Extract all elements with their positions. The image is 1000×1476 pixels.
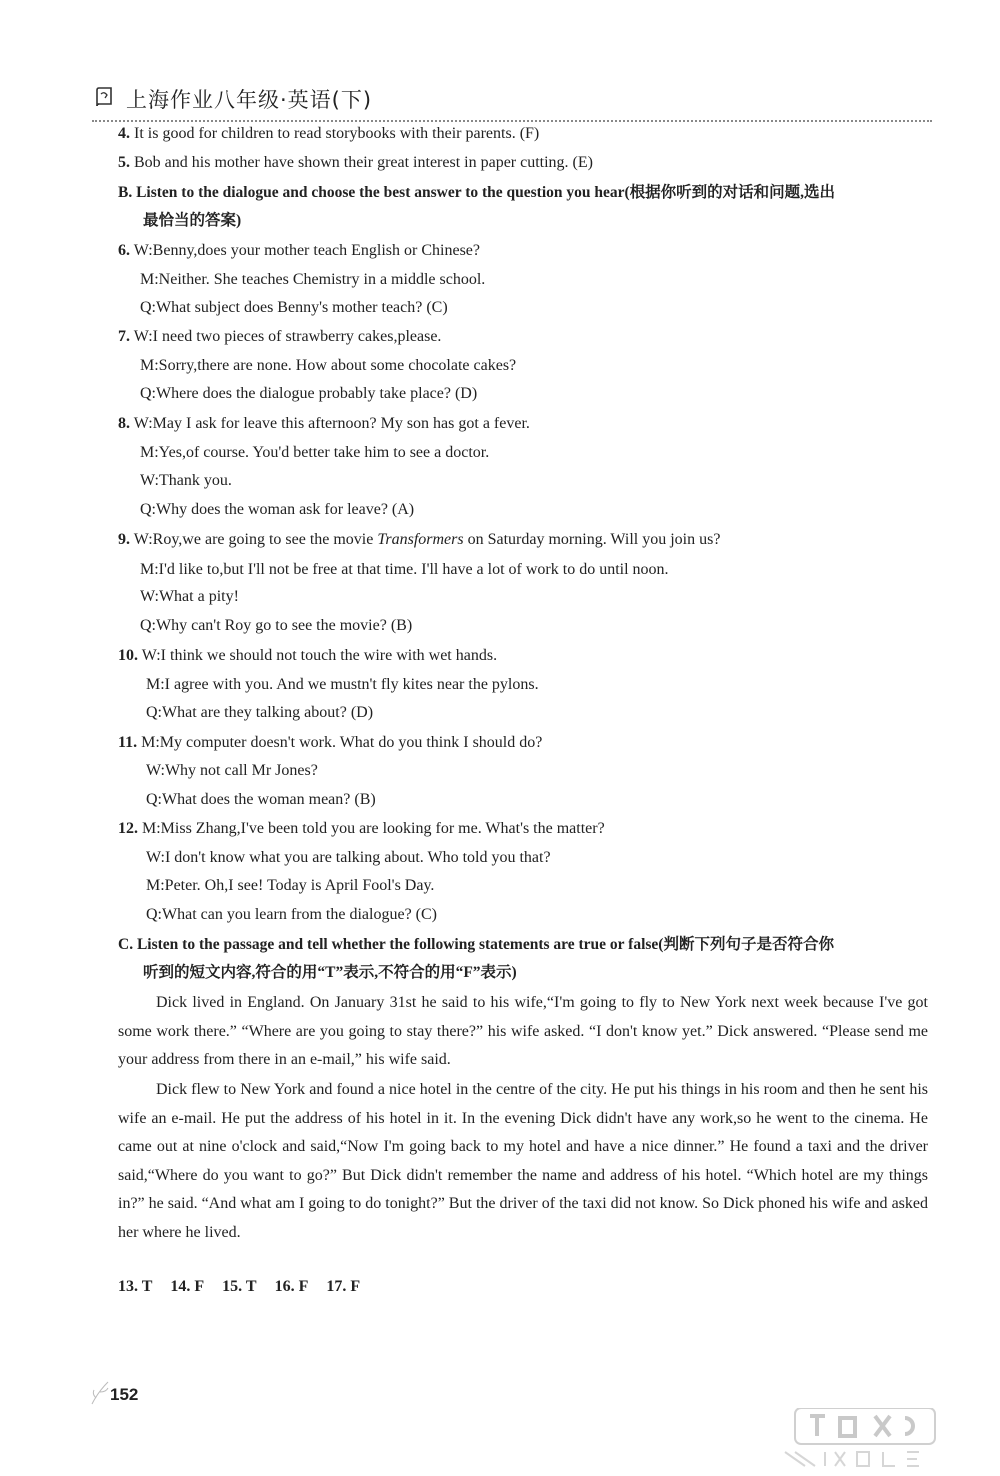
dialogue-line: 12. M:Miss Zhang,I've been told you are looking for me. What's the matter? [118, 820, 605, 837]
dialogue-line: Q:Why can't Roy go to see the movie? (B) [140, 617, 413, 634]
dialogue-line: Q:Where does the dialogue probably take place? (D) [140, 385, 478, 402]
dialogue-line: Q:What does the woman mean? (B) [146, 791, 376, 808]
dialogue-line: M:Neither. She teaches Chemistry in a middle school. [140, 271, 486, 288]
dialogue-line: M:I agree with you. And we mustn't fly kites near the pylons. [146, 676, 539, 693]
dialogue-line: Q:What can you learn from the dialogue? (C) [146, 906, 437, 923]
list-item: 5. Bob and his mother have shown their great interest in paper cutting. (E) [118, 154, 593, 171]
section-c-heading-cont: 听到的短文内容,符合的用“T”表示,不符合的用“F”表示) [143, 964, 517, 981]
leaf-decoration-icon [88, 1378, 112, 1408]
page-number: 152 [110, 1385, 139, 1404]
dialogue-line: W:What a pity! [140, 588, 239, 605]
dialogue-line: 6. W:Benny,does your mother teach English or Chinese? [118, 242, 480, 259]
dialogue-line: Q:Why does the woman ask for leave? (A) [140, 501, 415, 518]
dialogue-line: 11. M:My computer doesn't work. What do you think I should do? [118, 734, 543, 751]
header-title: 上海作业八年级·英语(下) [126, 88, 373, 112]
book-logo-icon [94, 86, 114, 108]
answer-item: 15. T [222, 1278, 257, 1295]
answer-item: 16. F [274, 1278, 309, 1295]
dialogue-line: Q:What subject does Benny's mother teach? (C) [140, 299, 448, 316]
answer-item: 13. T [118, 1278, 153, 1295]
passage-paragraph-2: Dick flew to New York and found a nice hotel in the centre of the city. He put his things in his room and then he sent his wife an e-mail. He put the address of his hotel in it. In the evening Dick didn't have any work,so he went to the cinema. He came out at nine o'clock and said,“Now I'm going back to my hotel and have a nice dinner.” He found a taxi and the driver said,“Where do you want to go?” But Dick didn't remember the name and address of his hotel. “Which hotel are my things in?” he said. “And what am I going to do tonight?” But the driver of the taxi did not know. So Dick phoned his wife and asked her where he lived. [118, 1081, 928, 1241]
page-header [92, 84, 932, 122]
watermark-logo-icon [765, 1408, 965, 1468]
answer-item: 17. F [326, 1278, 361, 1295]
section-c-heading: C. Listen to the passage and tell whether the following statements are true or false(判断下列句子是否符合你 [118, 936, 834, 953]
dialogue-line: Q:What are they talking about? (D) [146, 704, 374, 721]
list-item: 4. It is good for children to read storybooks with their parents. (F) [118, 125, 540, 142]
dialogue-line: M:Peter. Oh,I see! Today is April Fool's Day. [146, 877, 435, 894]
dialogue-line: W:I don't know what you are talking about. Who told you that? [146, 849, 551, 866]
dialogue-line: M:I'd like to,but I'll not be free at that time. I'll have a lot of work to do until noon. [140, 561, 669, 578]
dialogue-line: M:Sorry,there are none. How about some chocolate cakes? [140, 357, 517, 374]
section-b-heading: B. Listen to the dialogue and choose the best answer to the question you hear(根据你听到的对话和问题,选出 [118, 184, 836, 201]
section-b-heading-cont: 最恰当的答案) [143, 212, 242, 229]
dialogue-line: 8. W:May I ask for leave this afternoon? My son has got a fever. [118, 415, 530, 432]
answer-item: 14. F [170, 1278, 205, 1295]
dialogue-line: M:Yes,of course. You'd better take him to see a doctor. [140, 444, 490, 461]
dialogue-line: W:Why not call Mr Jones? [146, 762, 318, 779]
dialogue-line: 10. W:I think we should not touch the wire with wet hands. [118, 647, 498, 664]
dialogue-line: 9. W:Roy,we are going to see the movie Transformers on Saturday morning. Will you join us? [118, 531, 721, 548]
dialogue-line: W:Thank you. [140, 472, 232, 489]
passage-paragraph-1: Dick lived in England. On January 31st he said to his wife,“I'm going to fly to New York next week because I've got some work there.” “Where are you going to stay there?” his wife asked. “I don't know yet.” Dick answered. “Please send me your address from there in an e-mail,” his wife said. [118, 994, 928, 1068]
movie-title: Transformers [377, 531, 464, 548]
answer-key [118, 1278, 374, 1296]
dialogue-line: 7. W:I need two pieces of strawberry cakes,please. [118, 328, 442, 345]
